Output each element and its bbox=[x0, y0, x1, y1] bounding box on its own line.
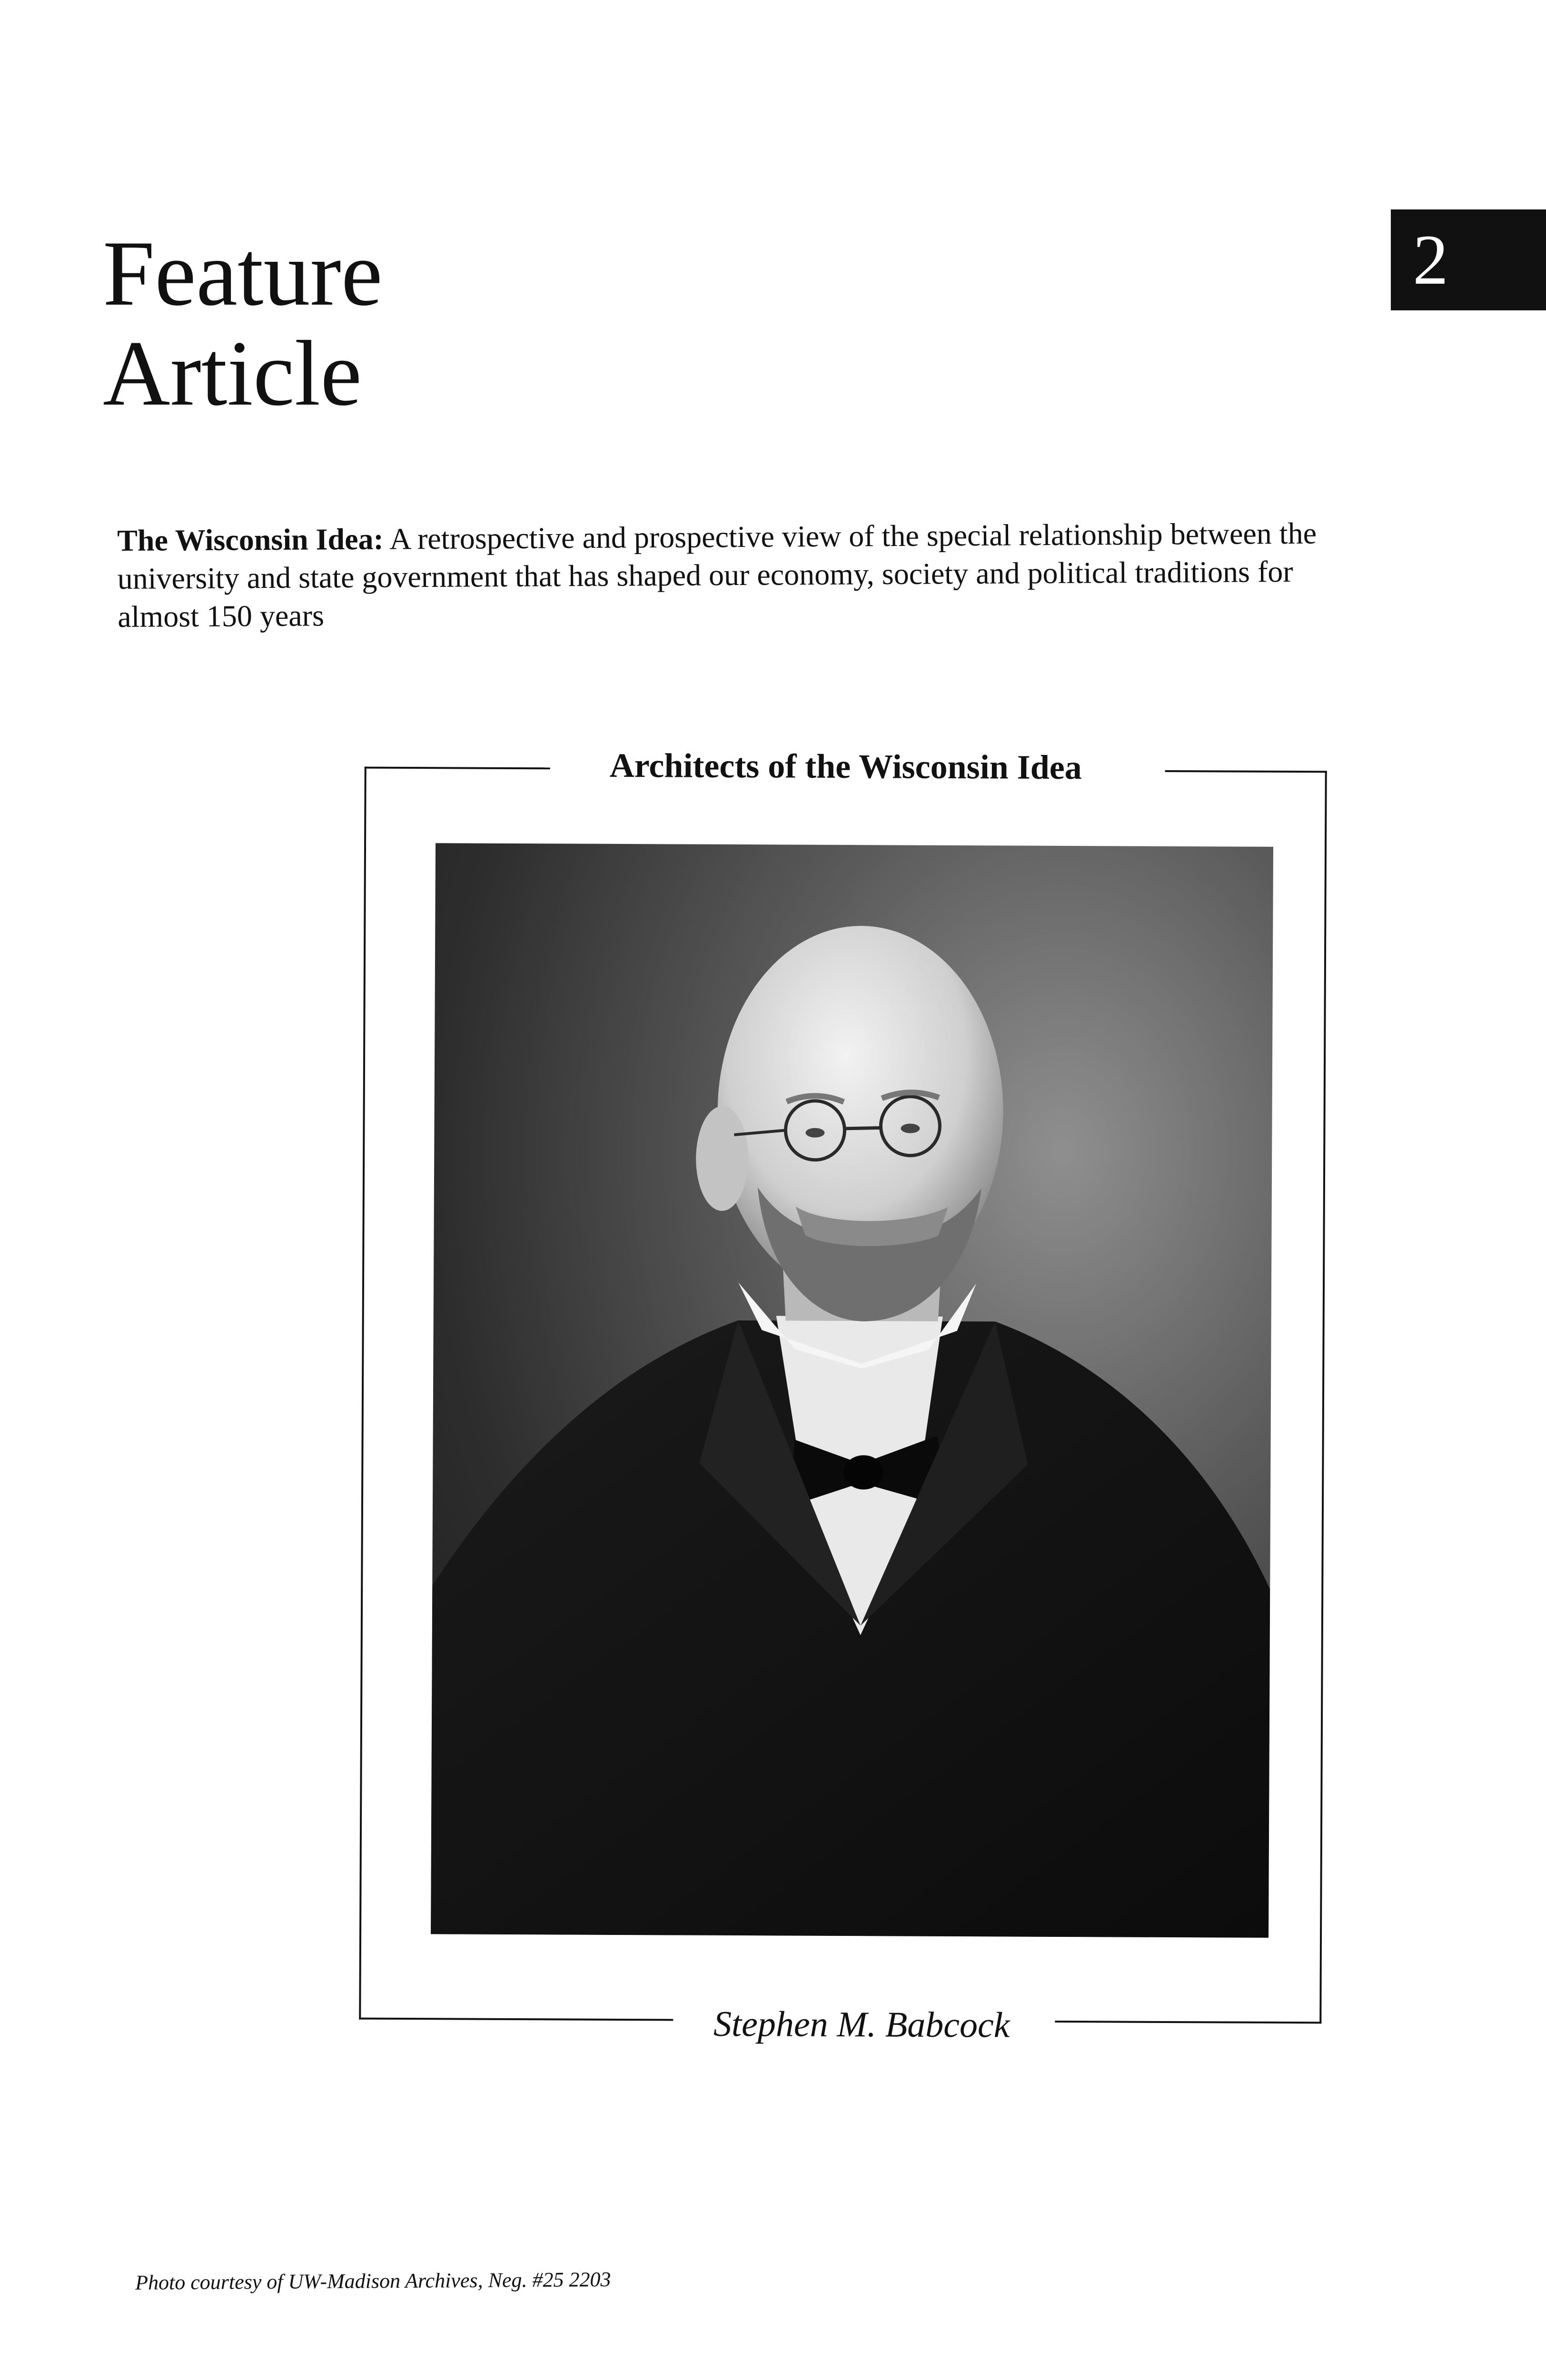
chapter-number: 2 bbox=[1413, 220, 1448, 299]
frame-line-left bbox=[359, 767, 366, 2020]
figure-title bbox=[365, 738, 1327, 795]
intro-lead: The Wisconsin Idea: bbox=[117, 522, 384, 557]
figure-caption bbox=[359, 1996, 1321, 2053]
portrait-illustration bbox=[431, 843, 1273, 1938]
figure-caption-text: Stephen M. Babcock bbox=[680, 2004, 1043, 2045]
intro-text: A retrospective and prospective view of the special relationship between the university and state government that has shaped our economy, society and political traditions for almost 150 years bbox=[117, 516, 1317, 634]
portrait-photo bbox=[431, 843, 1273, 1938]
photo-credit: Photo courtesy of UW-Madison Archives, Neg. #25 2203 bbox=[135, 2268, 611, 2294]
figure-frame bbox=[359, 746, 1327, 2045]
figure-title-text: Architects of the Wisconsin Idea bbox=[581, 746, 1110, 787]
section-title bbox=[103, 224, 383, 424]
chapter-number-tab bbox=[1391, 209, 1546, 310]
section-title-line-2: Article bbox=[103, 322, 362, 425]
frame-line-right bbox=[1319, 771, 1327, 2023]
intro-paragraph bbox=[117, 514, 1379, 636]
section-title-line-1: Feature bbox=[103, 222, 383, 325]
